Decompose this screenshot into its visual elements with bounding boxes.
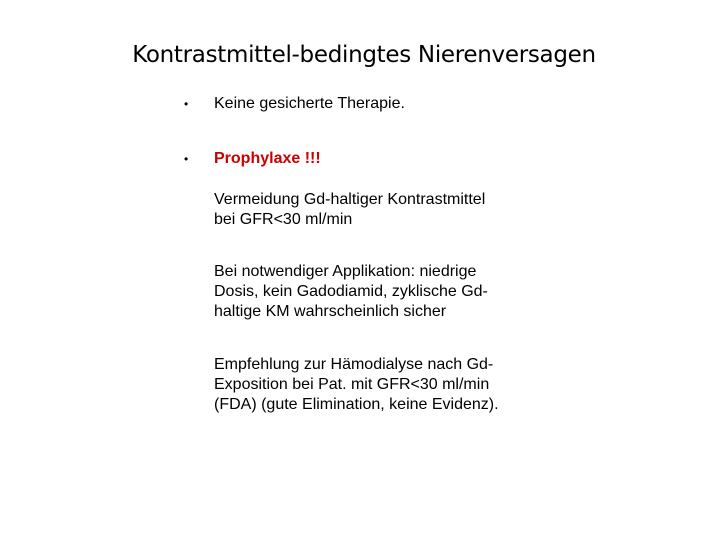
paragraph-line: Dosis, kein Gadodiamid, zyklische Gd- [214,283,488,300]
bullet-text: Keine gesicherte Therapie. [214,95,405,112]
paragraph-dialysis [214,355,574,415]
paragraph-line: Exposition bei Pat. mit GFR<30 ml/min [214,376,490,393]
bullet-marker: • [184,152,189,166]
slide-title: Kontrastmittel-bedingtes Nierenversagen [132,42,596,68]
paragraph-line: haltige KM wahrscheinlich sicher [214,303,447,320]
paragraph-line: Vermeidung Gd-haltiger Kontrastmittel [214,191,486,208]
paragraph-line: Bei notwendiger Applikation: niedrige [214,263,477,280]
paragraph-line: bei GFR<30 ml/min [214,211,353,228]
paragraph-line: Empfehlung zur Hämodialyse nach Gd- [214,356,494,373]
paragraph-line: (FDA) (gute Elimination, keine Evidenz). [214,396,499,413]
bullet-text-emphasis: Prophylaxe !!! [214,150,321,167]
paragraph-avoidance [214,190,574,230]
bullet-marker: • [184,97,189,111]
paragraph-application [214,262,574,322]
